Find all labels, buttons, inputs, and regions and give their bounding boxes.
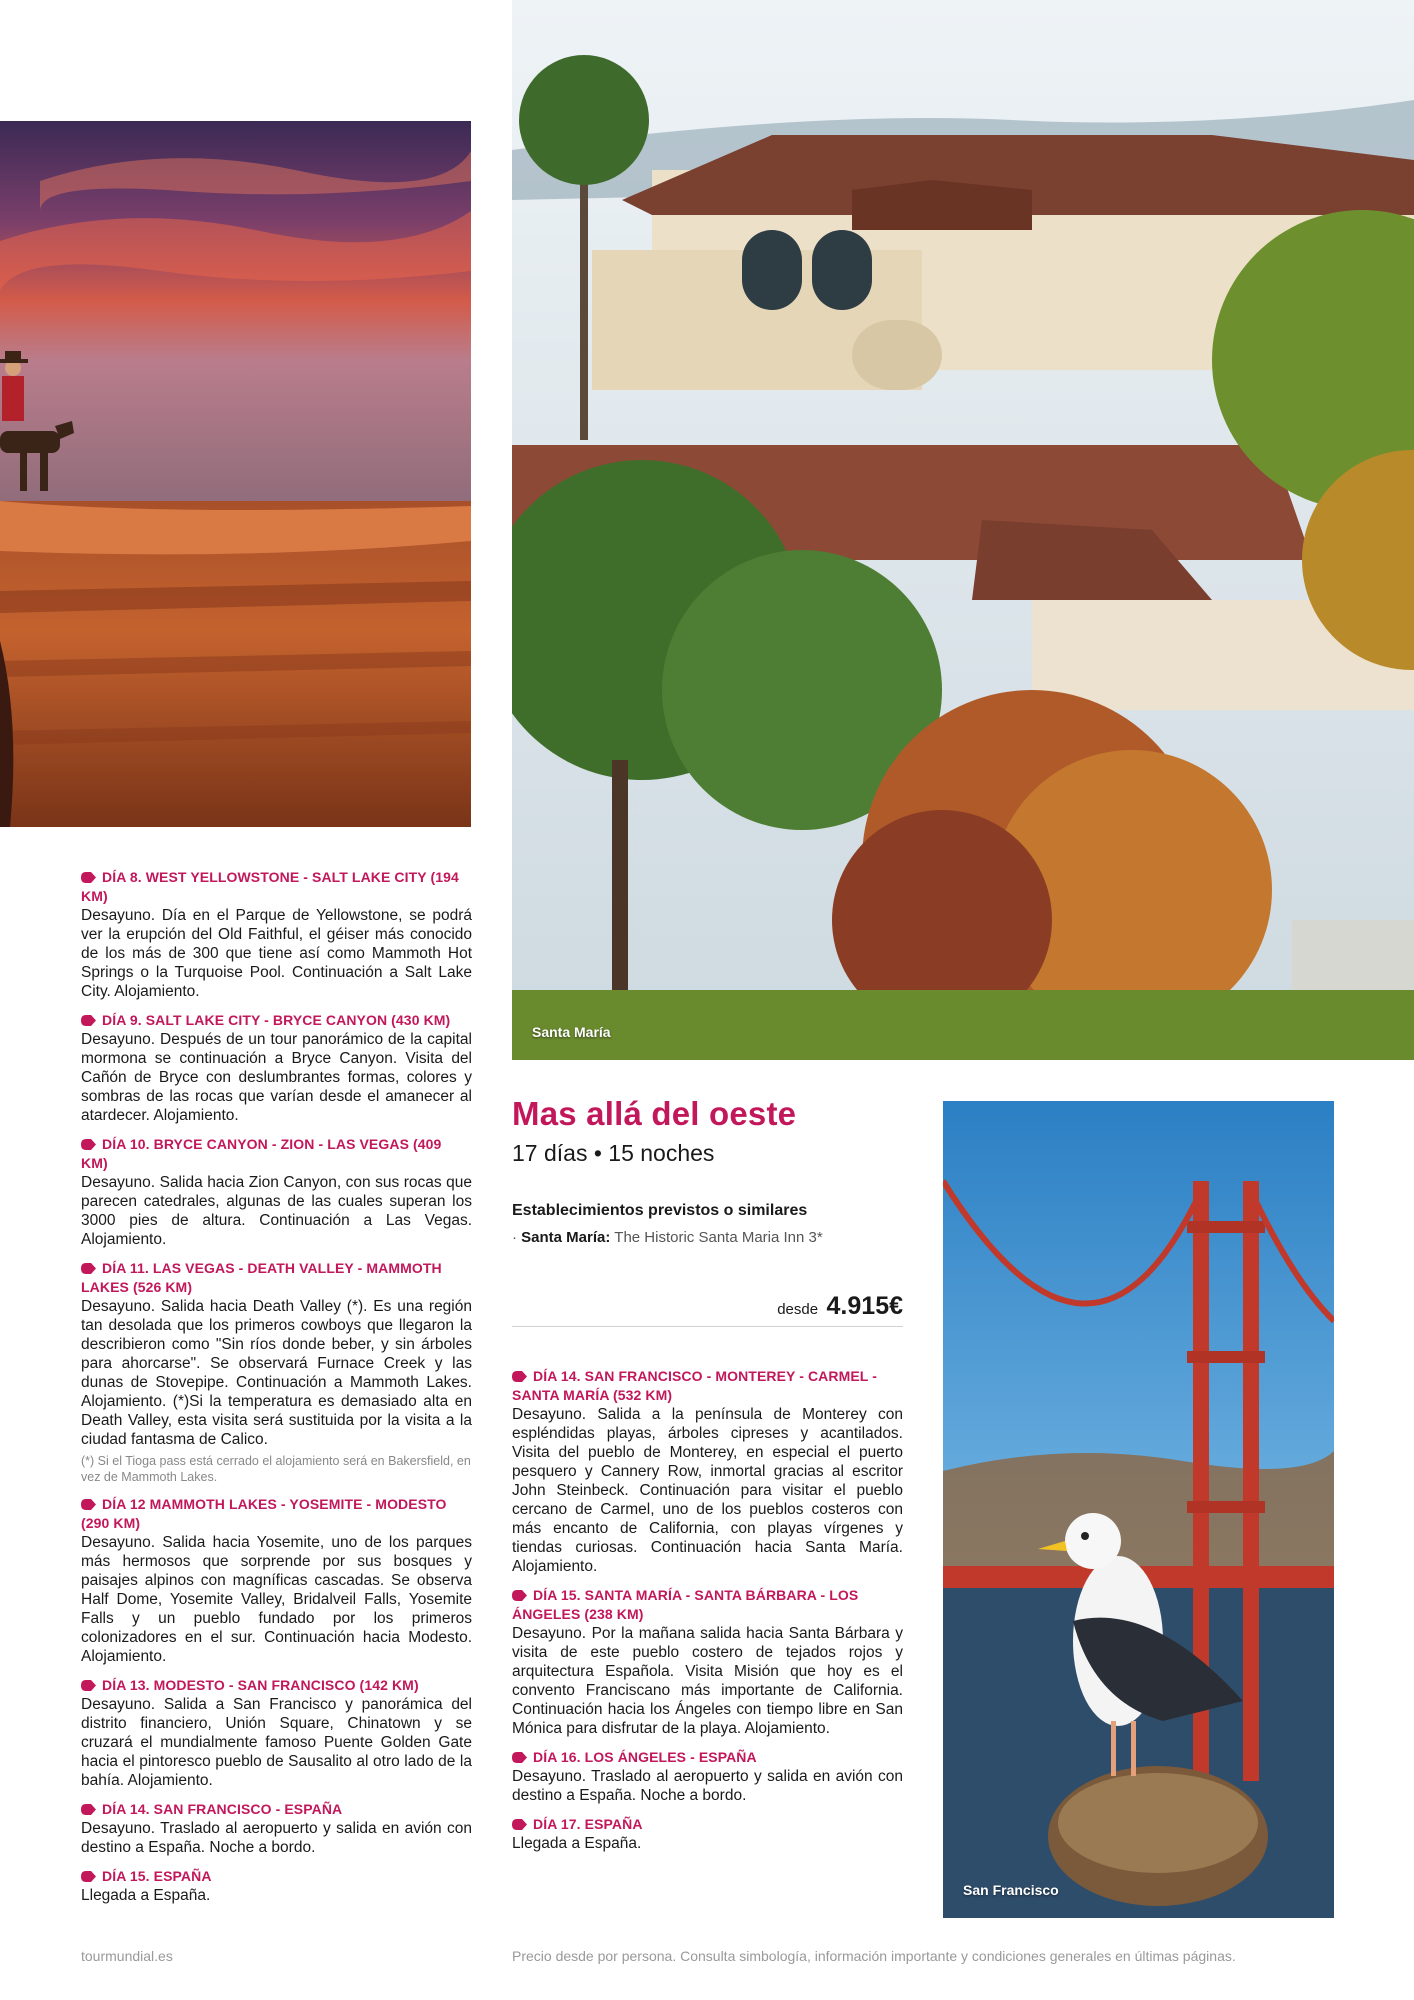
day-bullet-icon xyxy=(512,1819,527,1830)
list-bullet: · xyxy=(512,1229,517,1246)
day-description: Desayuno. Después de un tour panorámico de la capital mormona se continuación a Bryce Canyon. Visita del Cañón de Bryce con deslumbrantes formas, colores y sombras de las rocas que varían desde el amanecer al atardecer. Alojamiento. xyxy=(81,1031,472,1124)
trip-title: Mas allá del oeste xyxy=(512,1095,797,1132)
footer-site-url[interactable]: tourmundial.es xyxy=(81,1948,173,1964)
day-title: DÍA 11. LAS VEGAS - DEATH VALLEY - MAMMOTH LAKES (526 KM) xyxy=(81,1260,442,1295)
day-title: DÍA 14. SAN FRANCISCO - ESPAÑA xyxy=(102,1801,343,1817)
itinerary-left-column xyxy=(81,868,472,1915)
day-heading xyxy=(512,1748,903,1767)
day-description: Desayuno. Salida hacia Zion Canyon, con sus rocas que parecen catedrales, algunas de las cuales superan los 3000 pies de altura. Continuación a Las Vegas. Alojamiento. xyxy=(81,1174,472,1248)
day-heading xyxy=(81,1011,472,1030)
itinerary-day xyxy=(81,1495,472,1666)
cowboy-canyon-photo xyxy=(0,121,471,827)
day-title: DÍA 9. SALT LAKE CITY - BRYCE CANYON (430 KM) xyxy=(102,1012,451,1028)
price-block xyxy=(512,1292,903,1321)
day-bullet-icon xyxy=(81,1263,96,1274)
itinerary-day xyxy=(512,1367,903,1576)
santa-maria-photo xyxy=(512,0,1414,1060)
footer-disclaimer: Precio desde por persona. Consulta simbología, información importante y condiciones generales en últimas páginas. xyxy=(512,1948,1236,1964)
day-description: Desayuno. Traslado al aeropuerto y salida en avión con destino a España. Noche a bordo. xyxy=(81,1820,472,1856)
day-bullet-icon xyxy=(81,1680,96,1691)
day-title: DÍA 14. SAN FRANCISCO - MONTEREY - CARMEL - SANTA MARÍA (532 KM) xyxy=(512,1368,877,1403)
trip-duration: 17 días • 15 noches xyxy=(512,1140,715,1166)
day-bullet-icon xyxy=(512,1590,527,1601)
day-bullet-icon xyxy=(81,1139,96,1150)
itinerary-day xyxy=(512,1586,903,1738)
price-divider xyxy=(512,1326,903,1327)
day-description: Desayuno. Salida hacia Death Valley (*). Es una región tan desolada que los primeros cowboys que llegaron la describieron como "Sin ríos donde beber, y sin árboles para ahorcarse". Se observará Furnace Creek y las dunas de Stovepipe. Continuación a Mammoth Lakes. Alojamiento. (*)Si la temperatura es demasiado alta en Death Valley, esta visita será sustituida por la visita a la ciudad fantasma de Calico. xyxy=(81,1298,472,1448)
itinerary-day xyxy=(81,1259,472,1485)
itinerary-day xyxy=(81,1011,472,1125)
day-bullet-icon xyxy=(81,1804,96,1815)
price-value: 4.915€ xyxy=(826,1292,903,1320)
day-title: DÍA 8. WEST YELLOWSTONE - SALT LAKE CITY (194 KM) xyxy=(81,869,459,904)
day-title: DÍA 10. BRYCE CANYON - ZION - LAS VEGAS (409 KM) xyxy=(81,1136,442,1171)
day-bullet-icon xyxy=(512,1752,527,1763)
san-francisco-photo xyxy=(943,1101,1334,1918)
day-description: Desayuno. Por la mañana salida hacia Santa Bárbara y visita de este pueblo costero de tejados rojos y arquitectura Española. Visita Misión que hoy es el convento Franciscano más importante de California. Continuación hacia los Ángeles con tiempo libre en San Mónica para disfrutar de la playa. Alojamiento. xyxy=(512,1625,903,1737)
day-title: DÍA 15. ESPAÑA xyxy=(102,1868,212,1884)
itinerary-day xyxy=(81,1867,472,1905)
establishments-title: Establecimientos previstos o similares xyxy=(512,1202,808,1219)
itinerary-day xyxy=(512,1748,903,1805)
day-bullet-icon xyxy=(512,1371,527,1382)
day-title: DÍA 12 MAMMOTH LAKES - YOSEMITE - MODESTO (290 KM) xyxy=(81,1496,447,1531)
itinerary-day xyxy=(81,1676,472,1790)
day-description: Desayuno. Salida hacia Yosemite, uno de los parques más hermosos que sorprende por sus bosques y paisajes alpinos con magníficas cascadas. Se observa Half Dome, Yosemite Valley, Bridalveil Falls, Yosemite Falls y un pueblo fundado por los primeros colonizadores en el sur. Continuación hacia Modesto. Alojamiento. xyxy=(81,1534,472,1665)
day-description: Desayuno. Traslado al aeropuerto y salida en avión con destino a España. Noche a bordo. xyxy=(512,1768,903,1804)
day-bullet-icon xyxy=(81,1871,96,1882)
itinerary-day xyxy=(81,1135,472,1249)
day-description: Desayuno. Salida a la península de Monterey con espléndidas playas, árboles cipreses y acantilados. Visita del pueblo de Monterey, en especial el puerto pesquero y Cannery Row, inmortal gracias al escritor John Steinbeck. Continuación para visitar el pueblo cercano de Carmel, uno de los pueblos costeros con más encanto de California, con playas vírgenes y tiendas curiosas. Continuación hacia Santa María. Alojamiento. xyxy=(512,1406,903,1575)
day-heading xyxy=(512,1367,903,1405)
day-description: Desayuno. Salida a San Francisco y panorámica del distrito financiero, Unión Square, Chinatown y se cruzará el mundialmente famoso Puente Golden Gate hacia el pintoresco pueblo de Sausalito al otro lado de la bahía. Alojamiento. xyxy=(81,1696,472,1789)
photo-caption-san-francisco: San Francisco xyxy=(963,1882,1059,1898)
day-heading xyxy=(81,1676,472,1695)
day-heading xyxy=(512,1815,903,1834)
day-heading xyxy=(512,1586,903,1624)
itinerary-right-column xyxy=(512,1367,903,1863)
day-bullet-icon xyxy=(81,1499,96,1510)
itinerary-day xyxy=(512,1815,903,1853)
day-description: Llegada a España. xyxy=(81,1887,211,1904)
day-description: Llegada a España. xyxy=(512,1835,642,1852)
day-title: DÍA 15. SANTA MARÍA - SANTA BÁRBARA - LOS ÁNGELES (238 KM) xyxy=(512,1587,859,1622)
day-footnote: (*) Si el Tioga pass está cerrado el alojamiento será en Bakersfield, en vez de Mammoth Lakes. xyxy=(81,1454,471,1484)
day-bullet-icon xyxy=(81,872,96,883)
hotel-city: Santa María: xyxy=(521,1229,611,1246)
itinerary-day xyxy=(81,868,472,1001)
day-heading xyxy=(81,868,472,906)
day-heading xyxy=(81,1800,472,1819)
day-heading xyxy=(81,1495,472,1533)
establishment-item xyxy=(512,1229,823,1246)
hotel-name: The Historic Santa Maria Inn 3* xyxy=(614,1229,823,1246)
day-heading xyxy=(81,1867,472,1886)
itinerary-day xyxy=(81,1800,472,1857)
day-heading xyxy=(81,1135,472,1173)
day-title: DÍA 13. MODESTO - SAN FRANCISCO (142 KM) xyxy=(102,1677,419,1693)
day-heading xyxy=(81,1259,472,1297)
price-from-label: desde xyxy=(777,1301,819,1318)
photo-caption-santa-maria: Santa María xyxy=(532,1024,611,1040)
day-title: DÍA 17. ESPAÑA xyxy=(533,1816,643,1832)
day-description: Desayuno. Día en el Parque de Yellowstone, se podrá ver la erupción del Old Faithful, el géiser más conocido de los más de 300 que tiene así como Mammoth Hot Springs o la Turquoise Pool. Continuación a Salt Lake City. Alojamiento. xyxy=(81,907,472,1000)
day-bullet-icon xyxy=(81,1015,96,1026)
day-title: DÍA 16. LOS ÁNGELES - ESPAÑA xyxy=(533,1749,757,1765)
